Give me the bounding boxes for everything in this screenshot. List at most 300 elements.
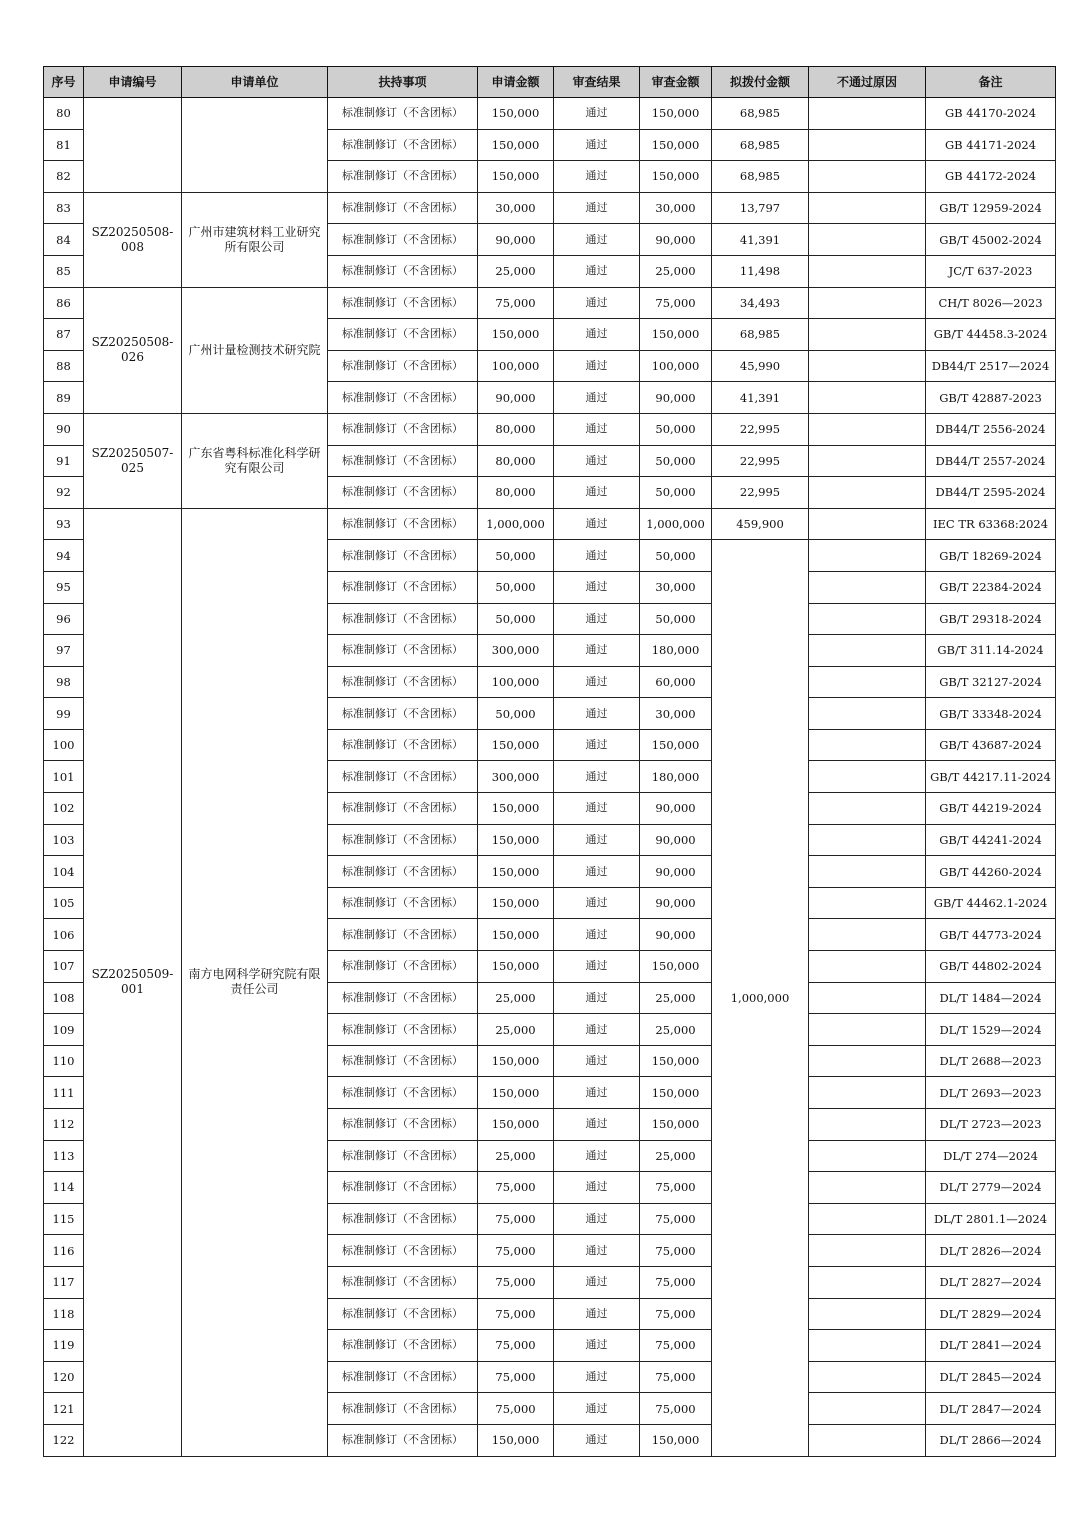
alloc-amount-cell: 45,990: [712, 350, 809, 382]
org-cell: [182, 98, 328, 193]
item-cell: 标准制修订（不含团标）: [328, 635, 478, 667]
review-result-cell: 通过: [554, 919, 640, 951]
review-amount-cell: 75,000: [640, 1235, 712, 1267]
seq-cell: 104: [44, 856, 84, 888]
review-amount-cell: 25,000: [640, 1014, 712, 1046]
item-cell: 标准制修订（不含团标）: [328, 255, 478, 287]
note-cell: DL/T 2826—2024: [926, 1235, 1056, 1267]
col-header-seq: 序号: [44, 67, 84, 98]
review-amount-cell: 75,000: [640, 1172, 712, 1204]
apply-amount-cell: 75,000: [478, 1298, 554, 1330]
reject-reason-cell: [809, 1266, 926, 1298]
item-cell: 标准制修订（不含团标）: [328, 698, 478, 730]
table-row: [44, 413, 1056, 445]
reject-reason-cell: [809, 1045, 926, 1077]
item-cell: 标准制修订（不含团标）: [328, 824, 478, 856]
reject-reason-cell: [809, 982, 926, 1014]
reject-reason-cell: [809, 1014, 926, 1046]
col-header-item: 扶持事项: [328, 67, 478, 98]
apply-amount-cell: 80,000: [478, 477, 554, 509]
reject-reason-cell: [809, 1330, 926, 1362]
note-cell: DL/T 2723—2023: [926, 1109, 1056, 1141]
alloc-amount-cell: 68,985: [712, 319, 809, 351]
review-result-cell: 通过: [554, 224, 640, 256]
review-result-cell: 通过: [554, 161, 640, 193]
note-cell: GB/T 45002-2024: [926, 224, 1056, 256]
seq-cell: 109: [44, 1014, 84, 1046]
apply-amount-cell: 75,000: [478, 1203, 554, 1235]
reject-reason-cell: [809, 350, 926, 382]
review-result-cell: 通过: [554, 1424, 640, 1456]
seq-cell: 87: [44, 319, 84, 351]
apply-amount-cell: 300,000: [478, 761, 554, 793]
review-amount-cell: 90,000: [640, 824, 712, 856]
note-cell: DL/T 2845—2024: [926, 1361, 1056, 1393]
note-cell: GB/T 44458.3-2024: [926, 319, 1056, 351]
seq-cell: 105: [44, 887, 84, 919]
review-amount-cell: 30,000: [640, 192, 712, 224]
reject-reason-cell: [809, 319, 926, 351]
seq-cell: 95: [44, 571, 84, 603]
note-cell: DB44/T 2557-2024: [926, 445, 1056, 477]
item-cell: 标准制修订（不含团标）: [328, 603, 478, 635]
review-result-cell: 通过: [554, 350, 640, 382]
item-cell: 标准制修订（不含团标）: [328, 951, 478, 983]
item-cell: 标准制修订（不含团标）: [328, 856, 478, 888]
apply-amount-cell: 50,000: [478, 603, 554, 635]
apply-amount-cell: 50,000: [478, 698, 554, 730]
review-result-cell: 通过: [554, 255, 640, 287]
alloc-amount-cell: 13,797: [712, 192, 809, 224]
alloc-amount-cell: 68,985: [712, 161, 809, 193]
apply-amount-cell: 150,000: [478, 161, 554, 193]
review-result-cell: 通过: [554, 1203, 640, 1235]
org-cell: 广州计量检测技术研究院: [182, 287, 328, 413]
review-amount-cell: 50,000: [640, 603, 712, 635]
note-cell: DL/T 2829—2024: [926, 1298, 1056, 1330]
note-cell: DB44/T 2556-2024: [926, 413, 1056, 445]
review-amount-cell: 90,000: [640, 793, 712, 825]
review-amount-cell: 180,000: [640, 635, 712, 667]
apply-amount-cell: 50,000: [478, 540, 554, 572]
note-cell: DL/T 2693—2023: [926, 1077, 1056, 1109]
org-cell: 南方电网科学研究院有限责任公司: [182, 508, 328, 1456]
item-cell: 标准制修订（不含团标）: [328, 919, 478, 951]
reject-reason-cell: [809, 635, 926, 667]
item-cell: 标准制修订（不含团标）: [328, 1140, 478, 1172]
note-cell: DL/T 1484—2024: [926, 982, 1056, 1014]
note-cell: GB/T 29318-2024: [926, 603, 1056, 635]
review-amount-cell: 60,000: [640, 666, 712, 698]
app-id-cell: SZ20250507-025: [84, 413, 182, 508]
review-amount-cell: 90,000: [640, 856, 712, 888]
seq-cell: 90: [44, 413, 84, 445]
note-cell: GB 44170-2024: [926, 98, 1056, 130]
table-body: [44, 98, 1056, 1457]
item-cell: 标准制修订（不含团标）: [328, 319, 478, 351]
note-cell: GB/T 43687-2024: [926, 729, 1056, 761]
note-cell: DL/T 2779—2024: [926, 1172, 1056, 1204]
review-amount-cell: 75,000: [640, 1330, 712, 1362]
review-result-cell: 通过: [554, 1140, 640, 1172]
item-cell: 标准制修订（不含团标）: [328, 1235, 478, 1267]
col-header-note: 备注: [926, 67, 1056, 98]
reject-reason-cell: [809, 129, 926, 161]
seq-cell: 88: [44, 350, 84, 382]
review-result-cell: 通过: [554, 1172, 640, 1204]
apply-amount-cell: 75,000: [478, 1235, 554, 1267]
review-result-cell: 通过: [554, 1235, 640, 1267]
reject-reason-cell: [809, 1235, 926, 1267]
apply-amount-cell: 25,000: [478, 1014, 554, 1046]
note-cell: GB/T 44462.1-2024: [926, 887, 1056, 919]
seq-cell: 110: [44, 1045, 84, 1077]
apply-amount-cell: 80,000: [478, 445, 554, 477]
review-result-cell: 通过: [554, 1330, 640, 1362]
apply-amount-cell: 150,000: [478, 319, 554, 351]
seq-cell: 80: [44, 98, 84, 130]
reject-reason-cell: [809, 224, 926, 256]
review-result-cell: 通过: [554, 1077, 640, 1109]
apply-amount-cell: 150,000: [478, 1045, 554, 1077]
item-cell: 标准制修订（不含团标）: [328, 1361, 478, 1393]
apply-amount-cell: 75,000: [478, 1266, 554, 1298]
funding-table: [43, 66, 1056, 1457]
review-result-cell: 通过: [554, 287, 640, 319]
review-amount-cell: 30,000: [640, 571, 712, 603]
seq-cell: 102: [44, 793, 84, 825]
note-cell: GB/T 44260-2024: [926, 856, 1056, 888]
review-amount-cell: 75,000: [640, 1361, 712, 1393]
review-result-cell: 通过: [554, 856, 640, 888]
note-cell: GB/T 44219-2024: [926, 793, 1056, 825]
reject-reason-cell: [809, 540, 926, 572]
item-cell: 标准制修订（不含团标）: [328, 1077, 478, 1109]
col-header-org: 申请单位: [182, 67, 328, 98]
review-result-cell: 通过: [554, 571, 640, 603]
note-cell: GB/T 311.14-2024: [926, 635, 1056, 667]
seq-cell: 118: [44, 1298, 84, 1330]
review-result-cell: 通过: [554, 887, 640, 919]
item-cell: 标准制修订（不含团标）: [328, 382, 478, 414]
review-amount-cell: 50,000: [640, 540, 712, 572]
col-header-review-amount: 审查金额: [640, 67, 712, 98]
review-amount-cell: 50,000: [640, 445, 712, 477]
apply-amount-cell: 90,000: [478, 382, 554, 414]
review-amount-cell: 150,000: [640, 951, 712, 983]
seq-cell: 89: [44, 382, 84, 414]
note-cell: DB44/T 2595-2024: [926, 477, 1056, 509]
note-cell: GB/T 42887-2023: [926, 382, 1056, 414]
seq-cell: 119: [44, 1330, 84, 1362]
item-cell: 标准制修订（不含团标）: [328, 1014, 478, 1046]
note-cell: GB/T 44773-2024: [926, 919, 1056, 951]
reject-reason-cell: [809, 445, 926, 477]
reject-reason-cell: [809, 793, 926, 825]
seq-cell: 85: [44, 255, 84, 287]
review-amount-cell: 150,000: [640, 98, 712, 130]
seq-cell: 114: [44, 1172, 84, 1204]
note-cell: GB/T 18269-2024: [926, 540, 1056, 572]
reject-reason-cell: [809, 1172, 926, 1204]
reject-reason-cell: [809, 1298, 926, 1330]
review-amount-cell: 90,000: [640, 887, 712, 919]
item-cell: 标准制修订（不含团标）: [328, 1172, 478, 1204]
alloc-amount-cell: 11,498: [712, 255, 809, 287]
reject-reason-cell: [809, 698, 926, 730]
seq-cell: 116: [44, 1235, 84, 1267]
apply-amount-cell: 150,000: [478, 729, 554, 761]
table-row: [44, 98, 1056, 130]
col-header-reject-reason: 不通过原因: [809, 67, 926, 98]
apply-amount-cell: 150,000: [478, 824, 554, 856]
seq-cell: 107: [44, 951, 84, 983]
review-result-cell: 通过: [554, 666, 640, 698]
apply-amount-cell: 75,000: [478, 1172, 554, 1204]
reject-reason-cell: [809, 477, 926, 509]
reject-reason-cell: [809, 919, 926, 951]
apply-amount-cell: 150,000: [478, 98, 554, 130]
review-amount-cell: 25,000: [640, 982, 712, 1014]
item-cell: 标准制修订（不含团标）: [328, 192, 478, 224]
apply-amount-cell: 150,000: [478, 129, 554, 161]
review-amount-cell: 75,000: [640, 1393, 712, 1425]
review-result-cell: 通过: [554, 477, 640, 509]
reject-reason-cell: [809, 1077, 926, 1109]
item-cell: 标准制修订（不含团标）: [328, 508, 478, 540]
reject-reason-cell: [809, 161, 926, 193]
note-cell: IEC TR 63368:2024: [926, 508, 1056, 540]
apply-amount-cell: 90,000: [478, 224, 554, 256]
review-result-cell: 通过: [554, 1298, 640, 1330]
seq-cell: 115: [44, 1203, 84, 1235]
seq-cell: 93: [44, 508, 84, 540]
seq-cell: 120: [44, 1361, 84, 1393]
item-cell: 标准制修订（不含团标）: [328, 1330, 478, 1362]
seq-cell: 98: [44, 666, 84, 698]
review-amount-cell: 150,000: [640, 319, 712, 351]
reject-reason-cell: [809, 382, 926, 414]
item-cell: 标准制修订（不含团标）: [328, 761, 478, 793]
review-amount-cell: 100,000: [640, 350, 712, 382]
apply-amount-cell: 75,000: [478, 1361, 554, 1393]
review-amount-cell: 150,000: [640, 161, 712, 193]
note-cell: DL/T 2688—2023: [926, 1045, 1056, 1077]
review-amount-cell: 25,000: [640, 255, 712, 287]
review-result-cell: 通过: [554, 824, 640, 856]
item-cell: 标准制修订（不含团标）: [328, 161, 478, 193]
seq-cell: 112: [44, 1109, 84, 1141]
review-result-cell: 通过: [554, 761, 640, 793]
review-amount-cell: 90,000: [640, 382, 712, 414]
apply-amount-cell: 75,000: [478, 287, 554, 319]
review-amount-cell: 150,000: [640, 1045, 712, 1077]
item-cell: 标准制修订（不含团标）: [328, 413, 478, 445]
reject-reason-cell: [809, 413, 926, 445]
reject-reason-cell: [809, 508, 926, 540]
note-cell: CH/T 8026—2023: [926, 287, 1056, 319]
table-row: [44, 192, 1056, 224]
apply-amount-cell: 100,000: [478, 666, 554, 698]
note-cell: GB/T 44241-2024: [926, 824, 1056, 856]
table-row: [44, 508, 1056, 540]
apply-amount-cell: 150,000: [478, 793, 554, 825]
item-cell: 标准制修订（不含团标）: [328, 729, 478, 761]
review-result-cell: 通过: [554, 1393, 640, 1425]
apply-amount-cell: 150,000: [478, 951, 554, 983]
alloc-amount-cell: 41,391: [712, 224, 809, 256]
review-amount-cell: 30,000: [640, 698, 712, 730]
review-amount-cell: 25,000: [640, 1140, 712, 1172]
seq-cell: 94: [44, 540, 84, 572]
review-amount-cell: 75,000: [640, 1203, 712, 1235]
apply-amount-cell: 300,000: [478, 635, 554, 667]
review-result-cell: 通过: [554, 540, 640, 572]
reject-reason-cell: [809, 98, 926, 130]
apply-amount-cell: 25,000: [478, 982, 554, 1014]
note-cell: GB/T 33348-2024: [926, 698, 1056, 730]
seq-cell: 81: [44, 129, 84, 161]
note-cell: GB/T 22384-2024: [926, 571, 1056, 603]
apply-amount-cell: 75,000: [478, 1330, 554, 1362]
item-cell: 标准制修订（不含团标）: [328, 793, 478, 825]
alloc-amount-cell: 68,985: [712, 98, 809, 130]
reject-reason-cell: [809, 1361, 926, 1393]
item-cell: 标准制修订（不含团标）: [328, 887, 478, 919]
apply-amount-cell: 150,000: [478, 1077, 554, 1109]
reject-reason-cell: [809, 824, 926, 856]
review-result-cell: 通过: [554, 508, 640, 540]
note-cell: GB 44171-2024: [926, 129, 1056, 161]
apply-amount-cell: 25,000: [478, 1140, 554, 1172]
review-result-cell: 通过: [554, 445, 640, 477]
reject-reason-cell: [809, 571, 926, 603]
seq-cell: 106: [44, 919, 84, 951]
seq-cell: 111: [44, 1077, 84, 1109]
reject-reason-cell: [809, 603, 926, 635]
item-cell: 标准制修订（不含团标）: [328, 571, 478, 603]
review-amount-cell: 180,000: [640, 761, 712, 793]
apply-amount-cell: 150,000: [478, 856, 554, 888]
col-header-alloc-amount: 拟拨付金额: [712, 67, 809, 98]
review-result-cell: 通过: [554, 1045, 640, 1077]
item-cell: 标准制修订（不含团标）: [328, 445, 478, 477]
app-id-cell: SZ20250508-008: [84, 192, 182, 287]
seq-cell: 99: [44, 698, 84, 730]
note-cell: JC/T 637-2023: [926, 255, 1056, 287]
item-cell: 标准制修订（不含团标）: [328, 98, 478, 130]
app-id-cell: SZ20250508-026: [84, 287, 182, 413]
review-amount-cell: 75,000: [640, 287, 712, 319]
header-row: [44, 67, 1056, 98]
review-amount-cell: 50,000: [640, 477, 712, 509]
col-header-apply-amount: 申请金额: [478, 67, 554, 98]
review-amount-cell: 150,000: [640, 1424, 712, 1456]
note-cell: DL/T 2827—2024: [926, 1266, 1056, 1298]
review-amount-cell: 150,000: [640, 729, 712, 761]
review-result-cell: 通过: [554, 319, 640, 351]
reject-reason-cell: [809, 255, 926, 287]
item-cell: 标准制修订（不含团标）: [328, 1203, 478, 1235]
seq-cell: 108: [44, 982, 84, 1014]
review-result-cell: 通过: [554, 129, 640, 161]
review-amount-cell: 150,000: [640, 129, 712, 161]
review-result-cell: 通过: [554, 793, 640, 825]
review-result-cell: 通过: [554, 413, 640, 445]
item-cell: 标准制修订（不含团标）: [328, 666, 478, 698]
reject-reason-cell: [809, 1424, 926, 1456]
reject-reason-cell: [809, 951, 926, 983]
review-amount-cell: 90,000: [640, 224, 712, 256]
alloc-amount-cell: 41,391: [712, 382, 809, 414]
item-cell: 标准制修订（不含团标）: [328, 1045, 478, 1077]
note-cell: DL/T 2841—2024: [926, 1330, 1056, 1362]
reject-reason-cell: [809, 761, 926, 793]
review-result-cell: 通过: [554, 192, 640, 224]
apply-amount-cell: 150,000: [478, 887, 554, 919]
review-result-cell: 通过: [554, 635, 640, 667]
review-amount-cell: 90,000: [640, 919, 712, 951]
alloc-amount-cell: 22,995: [712, 413, 809, 445]
org-cell: 广东省粤科标准化科学研究有限公司: [182, 413, 328, 508]
reject-reason-cell: [809, 887, 926, 919]
alloc-amount-cell: 459,900: [712, 508, 809, 540]
review-result-cell: 通过: [554, 1109, 640, 1141]
item-cell: 标准制修订（不含团标）: [328, 287, 478, 319]
review-result-cell: 通过: [554, 982, 640, 1014]
seq-cell: 83: [44, 192, 84, 224]
item-cell: 标准制修订（不含团标）: [328, 477, 478, 509]
item-cell: 标准制修订（不含团标）: [328, 1298, 478, 1330]
note-cell: DL/T 1529—2024: [926, 1014, 1056, 1046]
review-amount-cell: 50,000: [640, 413, 712, 445]
item-cell: 标准制修订（不含团标）: [328, 1424, 478, 1456]
review-result-cell: 通过: [554, 951, 640, 983]
note-cell: DL/T 2801.1—2024: [926, 1203, 1056, 1235]
apply-amount-cell: 100,000: [478, 350, 554, 382]
review-result-cell: 通过: [554, 603, 640, 635]
reject-reason-cell: [809, 856, 926, 888]
seq-cell: 96: [44, 603, 84, 635]
note-cell: GB 44172-2024: [926, 161, 1056, 193]
item-cell: 标准制修订（不含团标）: [328, 350, 478, 382]
review-amount-cell: 1,000,000: [640, 508, 712, 540]
reject-reason-cell: [809, 287, 926, 319]
item-cell: 标准制修订（不含团标）: [328, 1393, 478, 1425]
review-result-cell: 通过: [554, 1266, 640, 1298]
reject-reason-cell: [809, 1203, 926, 1235]
seq-cell: 91: [44, 445, 84, 477]
table-row: [44, 287, 1056, 319]
note-cell: GB/T 32127-2024: [926, 666, 1056, 698]
item-cell: 标准制修订（不含团标）: [328, 982, 478, 1014]
review-result-cell: 通过: [554, 729, 640, 761]
apply-amount-cell: 150,000: [478, 1109, 554, 1141]
alloc-amount-cell: 22,995: [712, 445, 809, 477]
seq-cell: 103: [44, 824, 84, 856]
item-cell: 标准制修订（不含团标）: [328, 129, 478, 161]
seq-cell: 122: [44, 1424, 84, 1456]
reject-reason-cell: [809, 1393, 926, 1425]
seq-cell: 121: [44, 1393, 84, 1425]
review-amount-cell: 75,000: [640, 1266, 712, 1298]
reject-reason-cell: [809, 729, 926, 761]
alloc-amount-cell: 34,493: [712, 287, 809, 319]
alloc-amount-merged-cell: 1,000,000: [712, 540, 809, 1456]
item-cell: 标准制修订（不含团标）: [328, 224, 478, 256]
seq-cell: 97: [44, 635, 84, 667]
app-id-cell: SZ20250509-001: [84, 508, 182, 1456]
